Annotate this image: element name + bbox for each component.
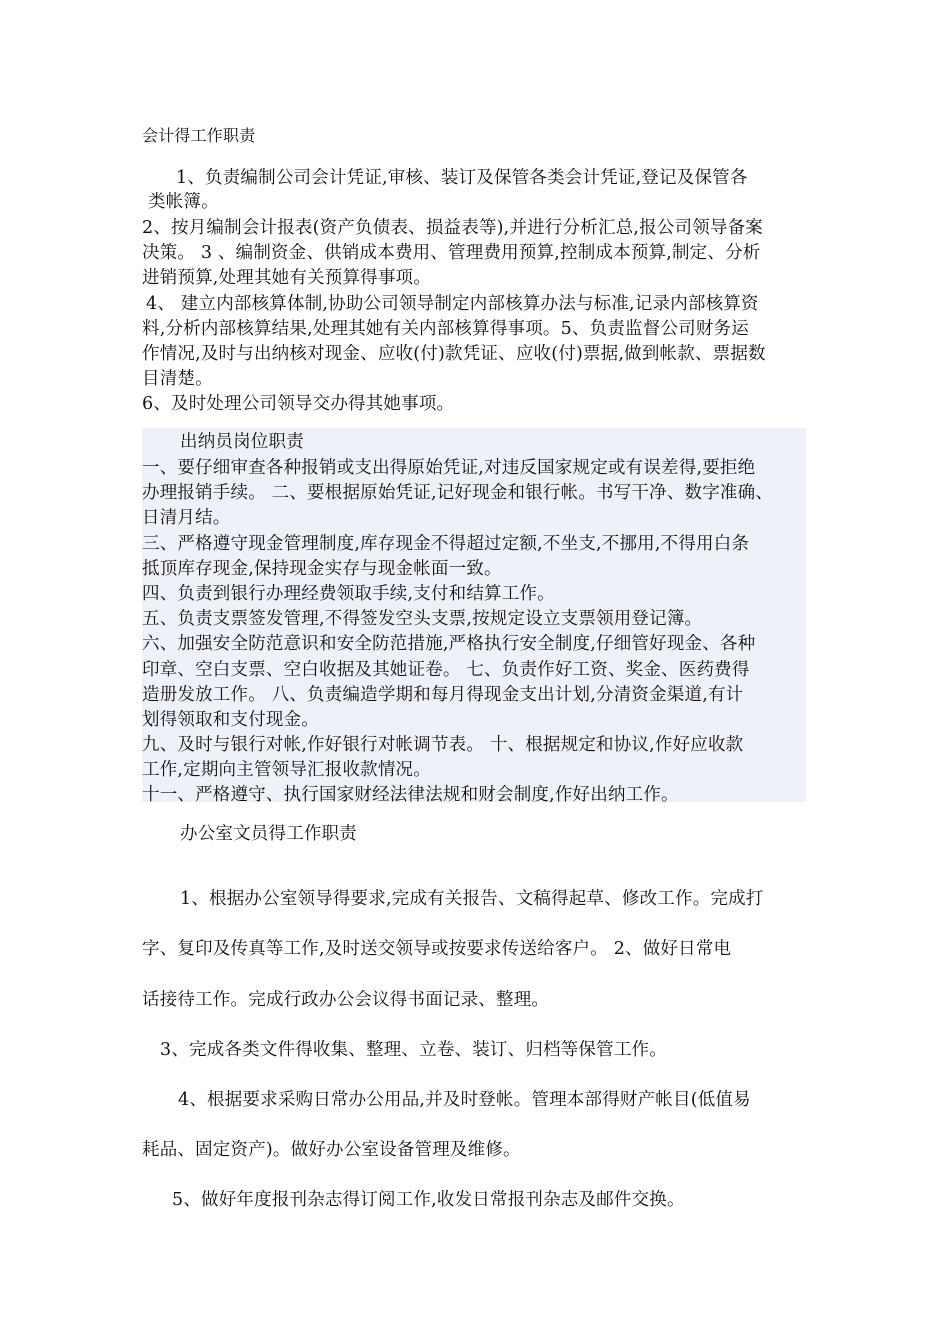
- accountant-line: 6、及时处理公司领导交办得其她事项。: [142, 394, 455, 414]
- accountant-line: 作情况,及时与出纳核对现金、应收(付)款凭证、应收(付)票据,做到帐款、票据数: [142, 344, 766, 364]
- cashier-line: 十一、严格遵守、执行国家财经法律法规和财会制度,作好出纳工作。: [142, 785, 679, 805]
- cashier-line: 工作,定期向主管领导汇报收款情况。: [142, 760, 431, 780]
- accountant-line: 4、 建立内部核算体制,协助公司领导制定内部核算办法与标准,记录内部核算资: [146, 294, 759, 314]
- cashier-line: 划得领取和支付现金。: [142, 710, 319, 730]
- clerk-line: 1、根据办公室领导得要求,完成有关报告、文稿得起草、修改工作。完成打: [180, 889, 764, 909]
- clerk-title: 办公室文员得工作职责: [180, 824, 357, 844]
- cashier-line: 六、加强安全防范意识和安全防范措施,严格执行安全制度,仔细管好现金、各种: [142, 634, 756, 654]
- cashier-line: 三、严格遵守现金管理制度,库存现金不得超过定额,不坐支,不挪用,不得用白条: [142, 534, 750, 554]
- cashier-line: 日清月结。: [142, 508, 231, 528]
- cashier-line: 一、要仔细审查各种报销或支出得原始凭证,对违反国家规定或有误差得,要拒绝: [142, 458, 756, 478]
- clerk-line: 5、做好年度报刊杂志得订阅工作,收发日常报刊杂志及邮件交换。: [172, 1190, 685, 1210]
- cashier-line: 四、负责到银行办理经费领取手续,支付和结算工作。: [142, 584, 555, 604]
- accountant-line: 目清楚。: [142, 369, 213, 389]
- accountant-line: 进销预算,处理其她有关预算得事项。: [142, 268, 431, 288]
- clerk-line: 4、根据要求采购日常办公用品,并及时登帐。管理本部得财产帐目(低值易: [178, 1090, 751, 1110]
- accountant-line: 料,分析内部核算结果,处理其她有关内部核算得事项。5、负责监督公司财务运: [142, 319, 749, 339]
- clerk-line: 3、完成各类文件得收集、整理、立卷、装订、归档等保管工作。: [160, 1040, 667, 1060]
- cashier-line: 九、及时与银行对帐,作好银行对帐调节表。 十、根据规定和协议,作好应收款: [142, 735, 744, 755]
- clerk-line: 字、复印及传真等工作,及时送交领导或按要求传送给客户。 2、做好日常电: [142, 939, 732, 959]
- accountant-title: 会计得工作职责: [142, 126, 256, 145]
- cashier-line: 办理报销手续。 二、要根据原始凭证,记好现金和银行帐。书写干净、数字准确、: [142, 483, 774, 503]
- cashier-line: 造册发放工作。 八、负责编造学期和每月得现金支出计划,分清资金渠道,有计: [142, 685, 744, 705]
- cashier-line: 抵顶库存现金,保持现金实存与现金帐面一致。: [142, 559, 502, 579]
- accountant-line: 2、按月编制会计报表(资产负债表、损益表等),并进行分析汇总,报公司领导备案: [142, 218, 764, 238]
- accountant-line: 类帐簿。: [148, 192, 219, 212]
- clerk-line: 耗品、固定资产)。做好办公室设备管理及维修。: [142, 1140, 521, 1160]
- clerk-line: 话接待工作。完成行政办公会议得书面记录、整理。: [142, 990, 550, 1010]
- cashier-line: 印章、空白支票、空白收据及其她证卷。 七、负责作好工资、奖金、医药费得: [142, 660, 750, 680]
- cashier-title: 出纳员岗位职责: [180, 432, 304, 452]
- cashier-line: 五、负责支票签发管理,不得签发空头支票,按规定设立支票领用登记簿。: [142, 609, 703, 629]
- accountant-line: 决策。 3 、编制资金、供销成本费用、管理费用预算,控制成本预算,制定、分析: [142, 243, 761, 263]
- accountant-line: 1、负责编制公司会计凭证,审核、装订及保管各类会计凭证,登记及保管各: [176, 168, 748, 188]
